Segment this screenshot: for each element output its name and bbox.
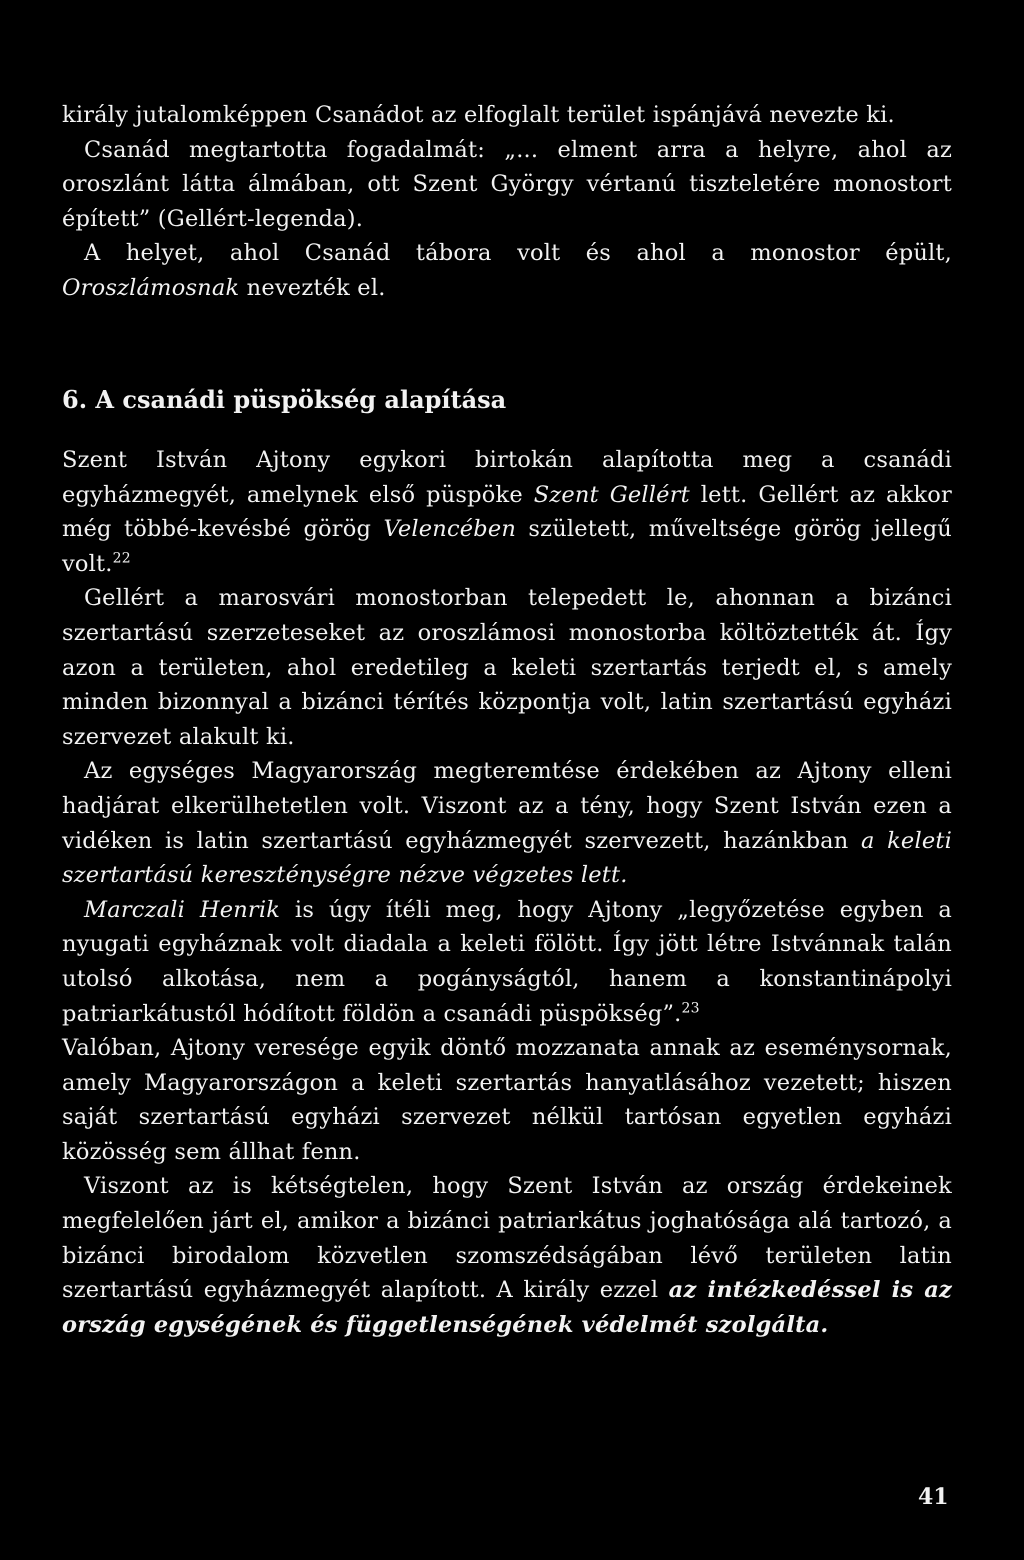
body-paragraph-1 xyxy=(62,443,952,581)
name-marczali-henrik: Marczali Henrik xyxy=(84,896,281,923)
body-paragraph-3-emphasis: a keleti szertartású kereszténységre nézve végzetes lett. xyxy=(62,827,952,889)
intro-paragraph-3 xyxy=(62,236,952,305)
section-title: A csanádi püspökség alapítása xyxy=(95,385,507,414)
place-name-oroszlamos: Oroszlámosnak xyxy=(62,274,240,301)
intro-paragraph-2: Csanád megtartotta fogadalmát: „... elment arra a helyre, ahol az oroszlánt látta álmában, ott Szent György vértanú tiszteletére monostort épített” (Gellért-legenda). xyxy=(62,136,952,232)
page-number: 41 xyxy=(918,1484,949,1510)
body-paragraph-1-text-a: Szent István Ajtony egykori birtokán alapította meg a csanádi egyházmegyét, amelynek első püspöke xyxy=(62,447,952,508)
section-number: 6. xyxy=(62,385,88,414)
body-paragraph-3 xyxy=(62,754,952,892)
body-paragraph-1-text-c: született, műveltsége görög jellegű volt. xyxy=(62,516,952,577)
body-paragraph-5: Valóban, Ajtony veresége egyik döntő mozzanata annak az eseménysornak, amely Magyarországon a keleti szertartás hanyatlásához vezetett; hiszen saját szertartású egyházi szervezet nélkül tartósan egyetlen egyházi közösség sem állhat fenn. xyxy=(62,1035,952,1165)
body-paragraph-2: Gellért a marosvári monostorban telepedett le, ahonnan a bizánci szertartású szerzeteseket az oroszlámosi monostorba költöztették át. Így azon a területen, ahol eredetileg a keleti szertartás terjedt el, s amely minden bizonnyal a bizánci térítés központja volt, latin szertartású egyházi szervezet alakult ki. xyxy=(62,585,952,750)
body-paragraph-3-text-a: Az egységes Magyarország megteremtése érdekében az Ajtony elleni hadjárat elkerülhetetlen volt. Viszont az a tény, hogy Szent István ezen a vidéken is latin szertartású egyházmegyét szervezett, hazánkban xyxy=(62,758,952,854)
name-szent-gellert: Szent Gellért xyxy=(533,481,690,508)
body-paragraph-6 xyxy=(62,1169,952,1342)
body-paragraph-4 xyxy=(62,893,952,1031)
intro-text xyxy=(62,98,952,306)
section-heading xyxy=(62,383,952,417)
footnote-ref-22: 22 xyxy=(112,550,131,567)
footnote-ref-23: 23 xyxy=(681,1000,700,1016)
intro-paragraph-3-text-b: nevezték el. xyxy=(239,274,386,301)
body-paragraph-6-text: Viszont az is kétségtelen, hogy Szent István az ország érdekeinek megfelelően járt el, amikor a bizánci patriarkátus joghatósága alá tartozó, a bizánci birodalom közvetlen szomszédságában lévő területen latin szertartású egyházmegyét alapított. A király ezzel xyxy=(62,1173,952,1304)
body-paragraph-1-text-b: lett. Gellért az akkor még többé-kevésbé görög xyxy=(62,481,952,543)
section-body xyxy=(62,443,952,1342)
body-paragraph-4-text: is úgy ítéli meg, hogy Ajtony „legyőzetése egyben a nyugati egyháznak volt diadala a keleti fölött. Így jött létre Istvánnak talán utolsó alkotása, nem a pogányságtól, hanem a konstantinápolyi patriarkátustól hódított földön a csanádi püspökség”. xyxy=(62,896,952,1027)
body-paragraph-6-emphasis: az intézkedéssel is az ország egységének és függetlenségének védelmét szolgálta. xyxy=(62,1277,952,1338)
intro-paragraph-1: király jutalomképpen Csanádot az elfoglalt terület ispánjává nevezte ki. xyxy=(62,102,895,128)
place-name-velence: Velencében xyxy=(383,516,517,543)
intro-paragraph-3-text-a: A helyet, ahol Csanád tábora volt és ahol a monostor épült, xyxy=(84,240,952,267)
